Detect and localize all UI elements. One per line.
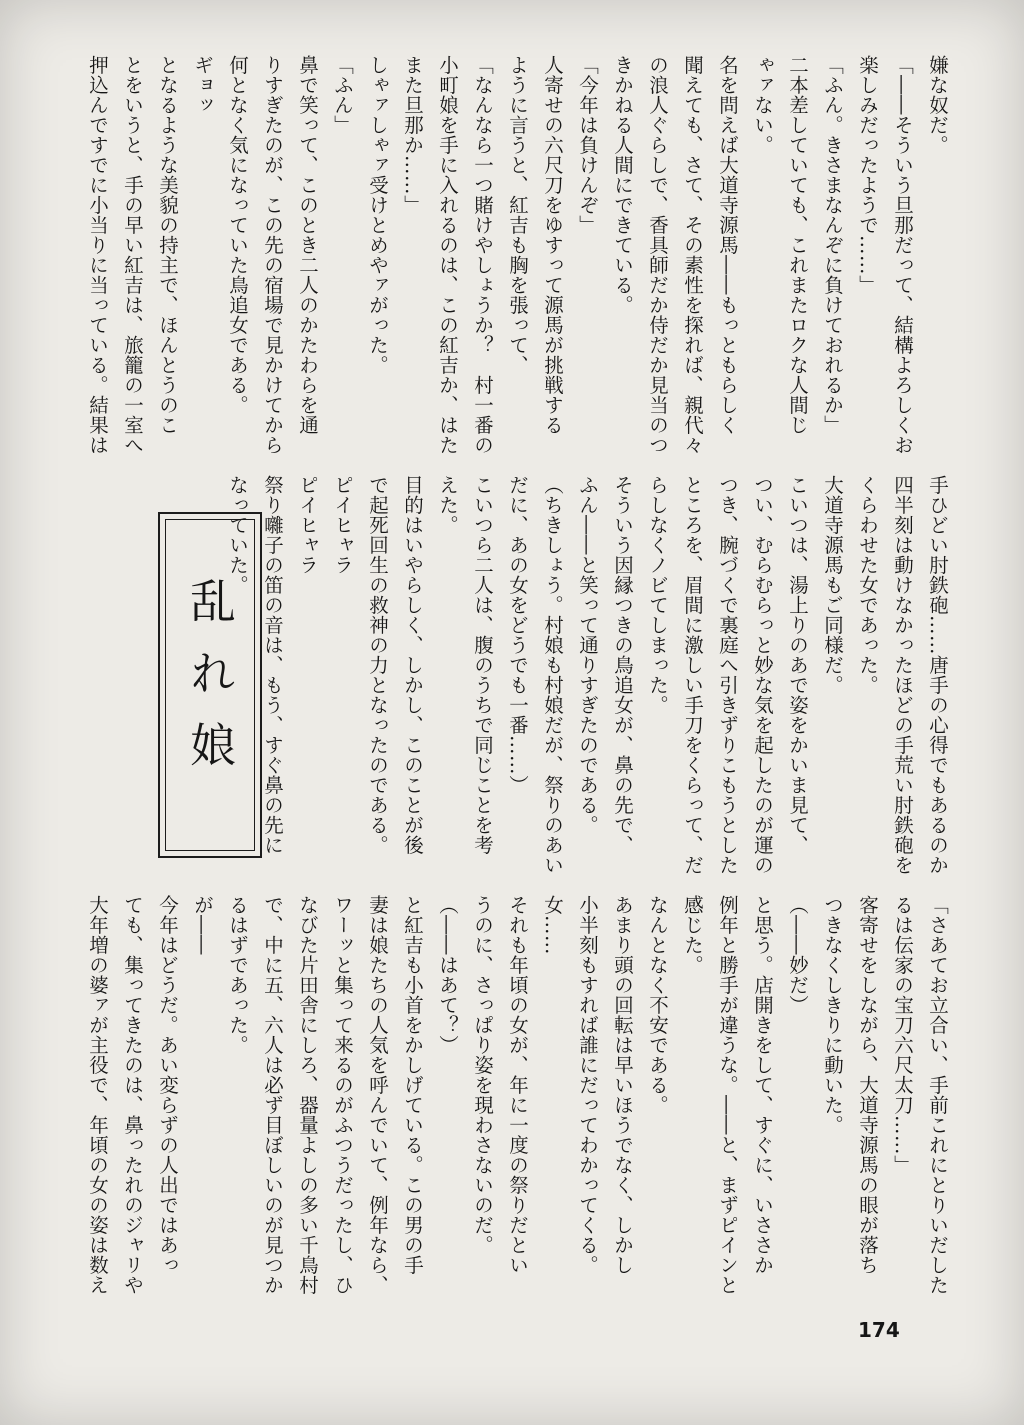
text-line: となるような美貌の持主で、ほんとうのこ [156,55,179,435]
top-tier-text [86,55,955,455]
text-line: つい、むらむらっと妙な気を起したのが運の [751,475,774,875]
middle-tier-text [226,475,955,875]
bottom-tier-text [86,895,955,1295]
text-line: らしなくノビてしまった。 [646,475,669,715]
text-line: 今年はどうだ。あい変らずの人出ではあっ [156,895,179,1275]
text-line: 「さあてお立合い、手前これにとりいだした [926,895,949,1295]
text-line: ところを、眉間に激しい手刀をくらって、だ [681,475,704,875]
text-line: つきなくしきりに動いた。 [821,895,844,1135]
text-line: 目的はいやらしく、しかし、このことが後 [401,475,424,855]
text-line: つき、腕づくで裏庭へ引きずりこもうとした [716,475,739,875]
text-line: なんとなく不安である。 [646,895,669,1115]
text-line: 祭り囃子の笛の音は、もう、すぐ鼻の先に [261,475,284,855]
text-line: 大道寺源馬もご同様だ。 [821,475,844,695]
text-line: ワーッと集って来るのがふつうだったし、ひ [331,895,354,1295]
text-line: ピイヒャラ [331,475,354,575]
text-line: が―― [191,895,214,955]
text-line: だに、あの女をどうでも一番……） [506,475,529,795]
text-line: 楽しみだったようで……」 [856,55,879,295]
text-line: とをいうと、手の早い紅吉は、旅籠の一室へ [121,55,144,455]
text-line: 「――そういう旦那だって、結構よろしくお [891,55,914,455]
text-line: 何となく気になっていた鳥追女である。 [226,55,249,415]
text-line: 手ひどい肘鉄砲……唐手の心得でもあるのか [926,475,949,875]
text-line: 名を問えば大道寺源馬――もっともらしく [716,55,739,435]
text-line: くらわせた女であった。 [856,475,879,695]
text-line: と思う。店開きをして、すぐに、いささか [751,895,774,1275]
text-line: と紅吉も小首をかしげている。この男の手 [401,895,424,1275]
text-line: えた。 [436,475,459,535]
text-line: ても、集ってきたのは、鼻ったれのジャリや [121,895,144,1295]
text-line: きかねる人間にできている。 [611,55,634,315]
text-line: なびた片田舎にしろ、器量よしの多い千鳥村 [296,895,319,1295]
text-line: あまり頭の回転は早いほうでなく、しかし [611,895,634,1275]
text-line: 「なんなら一つ賭けやしょうか？ 村一番の [471,55,494,455]
text-line: 例年と勝手が違うな。――と、まずピインと [716,895,739,1295]
text-line: 「ふん」 [331,55,354,135]
text-line: るは伝家の宝刀六尺太刀……」 [891,895,914,1175]
text-line: 大年増の婆ァが主役で、年頃の女の姿は数え [86,895,109,1295]
text-line: 嫌な奴だ。 [926,55,949,155]
text-line: また旦那か……」 [401,55,424,215]
text-line: こいつは、湯上りのあで姿をかいま見て、 [786,475,809,855]
text-line: 小町娘を手に入れるのは、この紅吉か、はた [436,55,459,455]
text-line: 聞えても、さて、その素性を探れば、親代々 [681,55,704,455]
text-line: 客寄せをしながら、大道寺源馬の眼が落ち [856,895,879,1275]
text-line: （――妙だ） [786,895,809,1015]
text-line: 「今年は負けんぞ」 [576,55,599,235]
text-line: ギョッ [191,55,214,115]
text-line: りすぎたのが、この先の宿場で見かけてから [261,55,284,455]
text-line: （――はあて？） [436,895,459,1055]
text-line: 四半刻は動けなかったほどの手荒い肘鉄砲を [891,475,914,875]
text-line: 「ふん。きさまなんぞに負けておれるか」 [821,55,844,435]
text-line: で、中に五、六人は必ず目ぼしいのが見つか [261,895,284,1295]
text-line: ふん――と笑って通りすぎたのである。 [576,475,599,835]
text-line: ゃァない。 [751,55,774,155]
chapter-title: 乱れ娘 [183,577,237,793]
text-line: （ちきしょう。村娘も村娘だが、祭りのあい [541,475,564,875]
text-line: 女…… [541,895,564,955]
text-line: それも年頃の女が、年に一度の祭りだとい [506,895,529,1275]
text-line: 妻は娘たちの人気を呼んでいて、例年なら、 [366,895,389,1295]
text-line: そういう因縁つきの鳥追女が、鼻の先で、 [611,475,634,855]
text-line: うのに、さっぱり姿を現わさないのだ。 [471,895,494,1255]
text-line: るはずであった。 [226,895,249,1055]
text-line: 小半刻もすれば誰にだってわかってくる。 [576,895,599,1275]
text-line: 押込んですでに小当りに当っている。結果は [86,55,109,455]
text-line: で起死回生の救神の力となったのである。 [366,475,389,855]
text-line: なっていた。 [226,475,249,595]
text-line: ピイヒャラ [296,475,319,575]
text-line: 人寄せの六尺刀をゆすって源馬が挑戦する [541,55,564,435]
page-number: 174 [858,1318,900,1342]
text-line: こいつら二人は、腹のうちで同じことを考 [471,475,494,855]
text-line: 二本差していても、これまたロクな人間じ [786,55,809,435]
text-line: 鼻で笑って、このとき二人のかたわらを通 [296,55,319,435]
text-line: 感じた。 [681,895,704,975]
text-line: の浪人ぐらしで、香具師だか侍だか見当のつ [646,55,669,455]
text-line: しゃァしゃァ受けとめやァがった。 [366,55,389,375]
text-line: ように言うと、紅吉も胸を張って、 [506,55,529,375]
